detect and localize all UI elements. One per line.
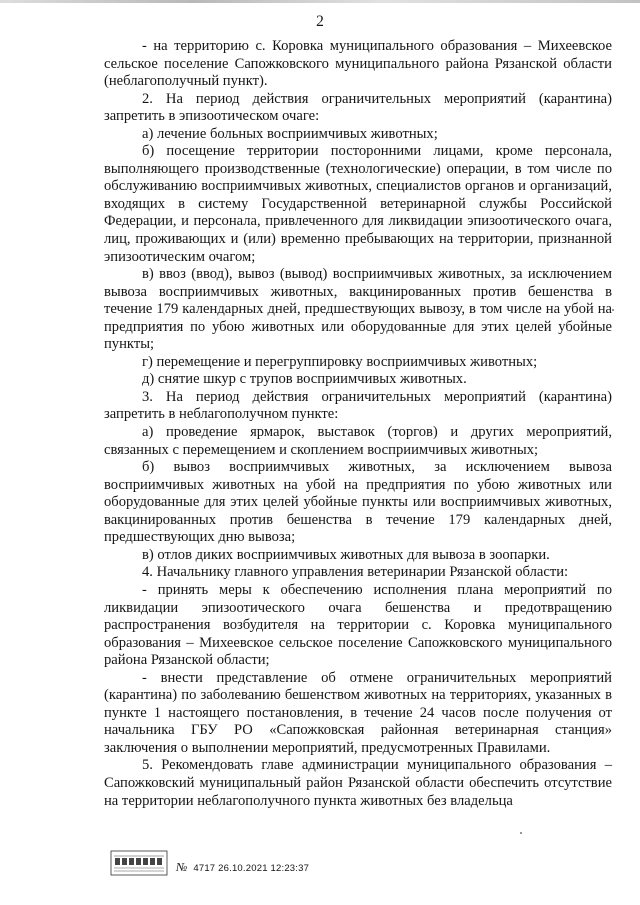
number-sign: № <box>176 860 188 874</box>
paragraph: 4. Начальнику главного управления ветеринарии Рязанской области: <box>142 564 569 581</box>
paragraph: - на территорию с. Коровка муниципального образования – Михеевское сельское поселение Сапожковского муниципального района Рязанской области (неблагополучный пункт). <box>104 38 612 90</box>
document-body <box>104 38 612 810</box>
scan-speck <box>520 832 522 834</box>
paragraph: д) снятие шкур с трупов восприимчивых животных. <box>142 371 467 388</box>
paragraph: в) ввоз (ввод), вывоз (вывод) восприимчивых животных, за исключением вывоза восприимчивых животных, вакцинированных против бешенства в течение 179 календарных дней, предшествующих вывозу, в том числе на убой на предприятия по убою животных или оборудованные для этих целей убойные пункты; <box>104 266 612 353</box>
paragraph: в) отлов диких восприимчивых животных для вывоза в зоопарки. <box>142 546 550 563</box>
document-footer <box>110 848 610 888</box>
paragraph: 3. На период действия ограничительных мероприятий (карантина) запретить в неблагополучном пункте: <box>104 388 612 423</box>
scan-edge <box>0 0 640 3</box>
paragraph: г) перемещение и перегруппировку восприимчивых животных; <box>142 353 538 370</box>
paragraph: - принять меры к обеспечению исполнения плана мероприятий по ликвидации эпизоотического очага бешенства и предотвращению распространения возбудителя на территории с. Коровка муниципального образования – Михеевское сельское поселение Сапожковского муниципального района Рязанской области; <box>104 581 612 669</box>
paragraph: б) вывоз восприимчивых животных, за исключением вывоза восприимчивых животных на убой на предприятия по убою животных или оборудованные для этих целей убойные пункты или восприимчивых животных, вакцинированных против бешенства в течение 179 календарных дней, предшествующих дню вывоза; <box>104 459 612 546</box>
registration-stamp <box>176 860 309 875</box>
paragraph: б) посещение территории посторонними лицами, кроме персонала, выполняющего производственные (технологические) операции, в том числе по обслуживанию восприимчивых животных, специалистов органов и организаций, входящих в систему Государственной ветеринарной службы Российской Федерации, и персонала, привлеченного для ликвидации эпизоотического очага, лиц, проживающих и (или) временно пребывающих на территории, признанной эпизоотическим очагом; <box>104 143 612 265</box>
paragraph: - внести представление об отмене ограничительных мероприятий (карантина) по заболеванию бешенством животных на территориях, указанных в пункте 1 настоящего постановления, в течение 24 часов после получения от начальника ГБУ РО «Сапожковская районная ветеринарная станция» заключения о выполнении мероприятий, предусмотренных Правилами. <box>104 669 612 756</box>
registration-number-datetime: 4717 26.10.2021 12:23:37 <box>193 863 310 874</box>
registry-stamp-icon <box>110 850 168 876</box>
scan-speck <box>612 309 614 311</box>
paragraph: 2. На период действия ограничительных мероприятий (карантина) запретить в эпизоотическом очаге: <box>104 90 612 125</box>
page-number: 2 <box>316 13 324 30</box>
paragraph: 5. Рекомендовать главе администрации муниципального образования – Сапожковский муниципальный район Рязанской области обеспечить отсутствие на территории неблагополучного пункта животных без владельца <box>104 757 612 809</box>
paragraph: а) лечение больных восприимчивых животных; <box>142 125 438 142</box>
paragraph: а) проведение ярмарок, выставок (торгов) и других мероприятий, связанных с перемещением и скоплением восприимчивых животных; <box>104 424 612 458</box>
